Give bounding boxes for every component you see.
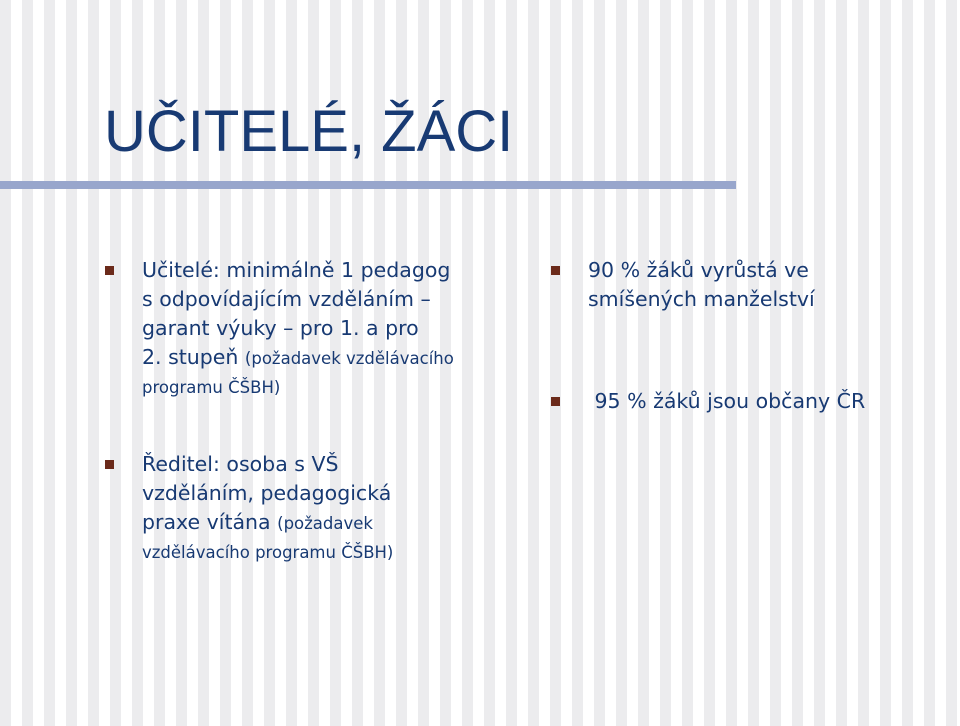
bullet-note: (požadavek vzdělávacího — [244, 349, 454, 368]
bullet-note-line: vzdělávacího programu ČŠBH) — [142, 543, 394, 562]
bullet-text: praxe vítána — [142, 510, 278, 534]
bullet-item-mixed-marriages — [546, 256, 946, 314]
slide-title: UČITELÉ, ŽÁCI — [104, 99, 514, 164]
bullet-item-citizens — [546, 387, 946, 416]
bullet-item-teachers — [100, 256, 530, 402]
bullet-text-line: 90 % žáků vyrůstá ve — [588, 258, 809, 282]
bullet-text-line: vzděláním, pedagogická — [142, 481, 392, 505]
square-bullet-icon — [105, 460, 114, 469]
bullet-note-line: programu ČŠBH) — [142, 378, 281, 397]
square-bullet-icon — [105, 266, 114, 275]
bullet-note: (požadavek — [277, 514, 373, 533]
bullet-text-line: smíšených manželství — [588, 287, 815, 311]
left-bullet-list — [100, 256, 530, 567]
bullet-text-line: Ředitel: osoba s VŠ — [142, 452, 339, 476]
bullet-item-director — [100, 450, 530, 567]
bullet-text-line: 95 % žáků jsou občany ČR — [588, 389, 866, 413]
title-divider — [0, 181, 736, 189]
bullet-text-line: Učitelé: minimálně 1 pedagog — [142, 258, 451, 282]
bullet-text-line: s odpovídajícím vzděláním – — [142, 287, 431, 311]
bullet-text-line — [142, 508, 530, 538]
bullet-text-line: garant výuky – pro 1. a pro — [142, 316, 419, 340]
bullet-text-line — [142, 343, 530, 373]
square-bullet-icon — [551, 266, 560, 275]
right-bullet-list — [546, 256, 946, 416]
square-bullet-icon — [551, 397, 560, 406]
bullet-text: 2. stupeň — [142, 345, 245, 369]
